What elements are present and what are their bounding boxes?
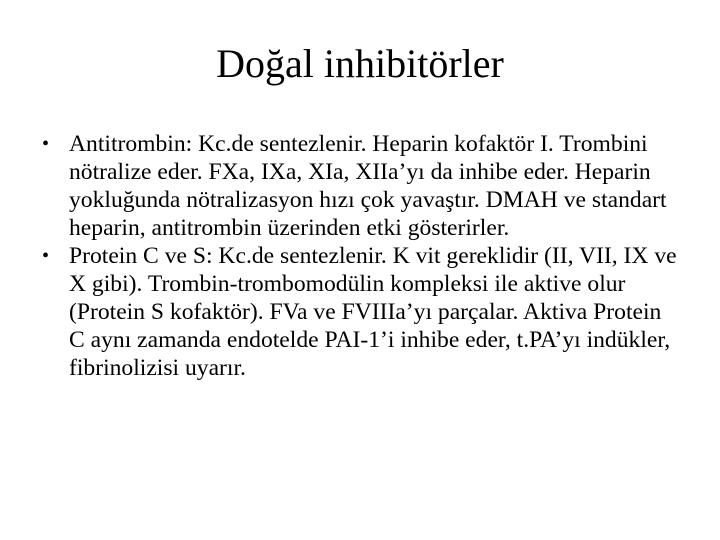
- bullet-item-antitrombin: [42, 130, 682, 242]
- bullet-list: [42, 130, 682, 382]
- bullet-text: Antitrombin: Kc.de sentezlenir. Heparin kofaktör I. Trombini nötralize eder. FXa, IXa, XIa, XIIa’yı da inhibe eder. Heparin yokluğunda nötralizasyon hızı çok yavaştır. DMAH ve standart heparin, antitrombin üzerinden etki gösterirler.: [69, 131, 667, 241]
- bullet-icon: •: [42, 133, 50, 155]
- bullet-icon: •: [42, 245, 50, 267]
- bullet-text: Protein C ve S: Kc.de sentezlenir. K vit gereklidir (II, VII, IX ve X gibi). Trombin-trombomodülin kompleksi ile aktive olur (Protein S kofaktör). FVa ve FVIIIa’yı parçalar. Aktiva Protein C aynı zamanda endotelde PAI-1’i inhibe eder, t.PA’yı indükler, fibrinolizisi uyarır.: [69, 243, 677, 381]
- slide-title: Doğal inhibitörler: [216, 41, 504, 86]
- bullet-item-protein-c-s: [42, 242, 682, 382]
